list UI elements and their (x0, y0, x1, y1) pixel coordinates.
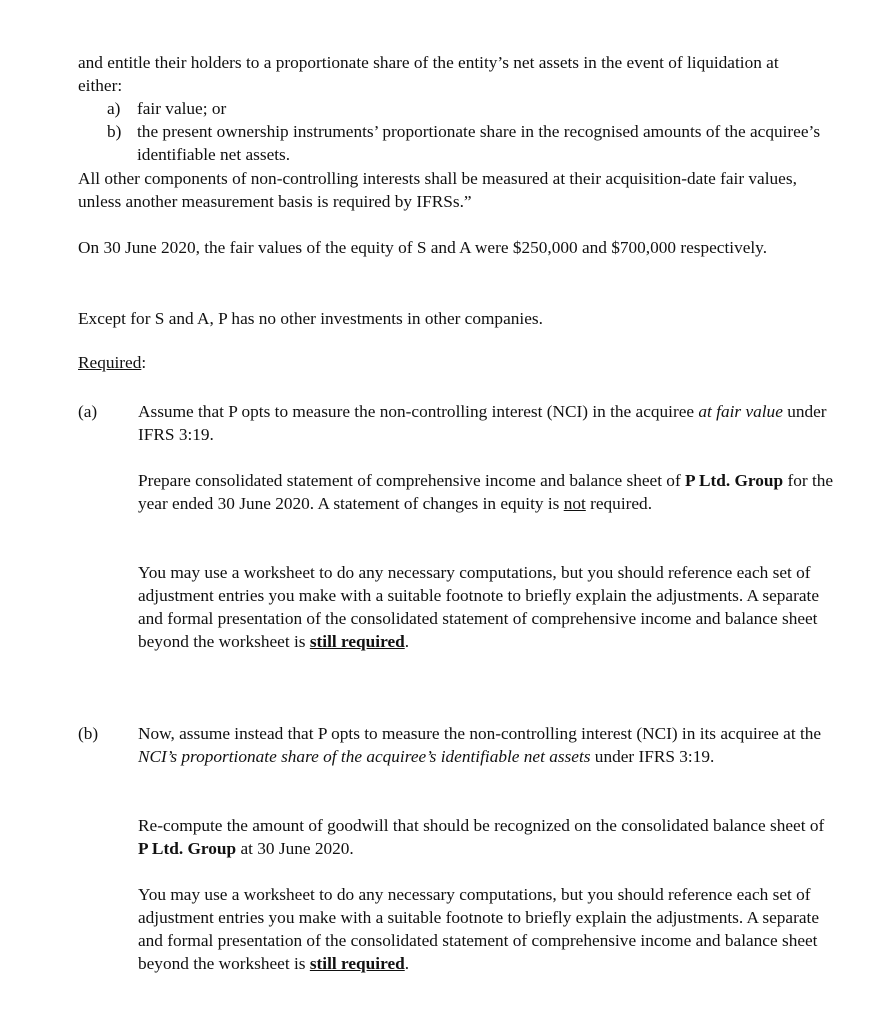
other-components-paragraph: All other components of non-controlling interests shall be measured at their acquisition-date fair values, unless another measurement basis is required by IFRSs.” (78, 169, 797, 211)
bold-underlined-text: still required (309, 632, 405, 651)
underlined-text: not (563, 494, 586, 513)
bold-text: P Ltd. Group (138, 839, 237, 858)
list-marker: a) (107, 99, 121, 118)
list-item-text: fair value; or (137, 99, 227, 118)
list-item-text: the present ownership instruments’ proportionate share in the recognised amounts of the acquiree’s identifiable net assets. (137, 122, 821, 164)
text-run: You may use a worksheet to do any necessary computations, but you should reference each set of adjustment entries you make with a suitable footnote to briefly explain the adjustments. A separate and formal presentation of the consolidated statement of comprehensive income and balance sheet beyond the worksheet is (138, 563, 819, 651)
text-run: You may use a worksheet to do any necessary computations, but you should reference each set of adjustment entries you make with a suitable footnote to briefly explain the adjustments. A separate and formal presentation of the consolidated statement of comprehensive income and balance sheet beyond the worksheet is (138, 885, 819, 973)
text-run: Re-compute the amount of goodwill that should be recognized on the consolidated balance sheet of (138, 816, 825, 835)
emphasis-text: NCI’s proportionate share of the acquiree’s identifiable net assets (138, 747, 591, 766)
except-paragraph: Except for S and A, P has no other investments in other companies. (78, 309, 543, 328)
intro-paragraph: and entitle their holders to a proportionate share of the entity’s net assets in the event of liquidation at either: (78, 53, 779, 95)
question-a-assumption (138, 400, 838, 446)
text-run: Assume that P opts to measure the non-controlling interest (NCI) in the acquiree (138, 402, 699, 421)
required-heading (78, 351, 146, 374)
required-colon: : (141, 353, 147, 372)
text-run: under IFRS 3:19. (590, 747, 715, 766)
question-b-assumption (138, 722, 838, 768)
text-run: Prepare consolidated statement of comprehensive income and balance sheet of (138, 471, 686, 490)
text-run: at 30 June 2020. (236, 839, 354, 858)
list-item (107, 120, 827, 166)
required-heading-text: Required (78, 353, 142, 372)
text-run: required. (585, 494, 653, 513)
question-b-label: (b) (78, 724, 99, 743)
text-run: . (404, 954, 410, 973)
question-b-worksheet-note (138, 883, 838, 975)
question-a-instruction (138, 469, 838, 515)
question-a-label: (a) (78, 402, 98, 421)
text-run: . (404, 632, 410, 651)
list-marker: b) (107, 122, 122, 141)
list-item (107, 97, 827, 120)
bold-text: P Ltd. Group (685, 471, 784, 490)
fair-values-paragraph: On 30 June 2020, the fair values of the equity of S and A were $250,000 and $700,000 respectively. (78, 238, 768, 257)
text-run: under IFRS 3:19. (138, 402, 827, 444)
text-run: Now, assume instead that P opts to measure the non-controlling interest (NCI) in its acquiree at the (138, 724, 822, 743)
question-a-worksheet-note (138, 561, 838, 653)
question-b-instruction (138, 814, 838, 860)
text-run: for the year ended 30 June 2020. A statement of changes in equity is (138, 471, 834, 513)
bold-underlined-text: still required (309, 954, 405, 973)
emphasis-text: at fair value (698, 402, 783, 421)
